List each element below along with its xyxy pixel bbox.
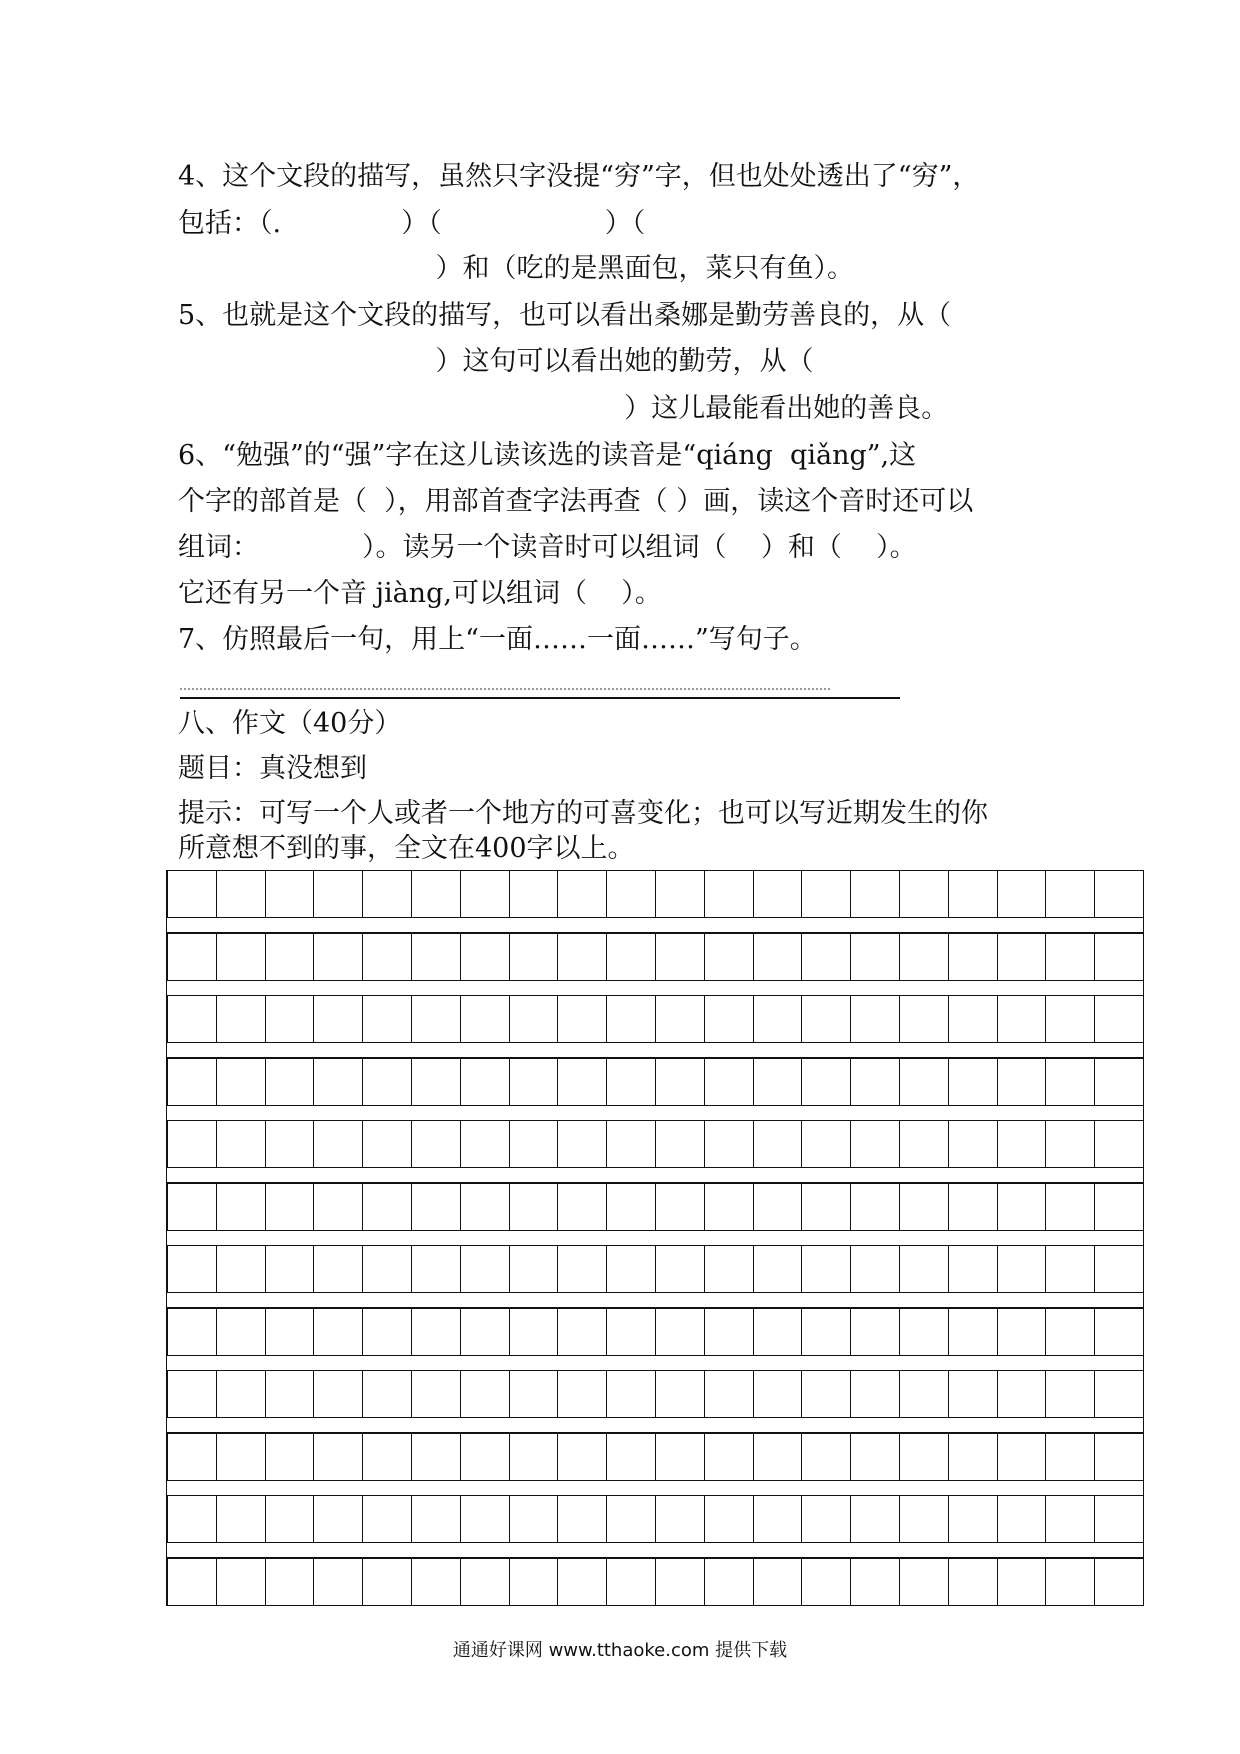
grid-cell[interactable]	[1046, 870, 1095, 918]
grid-cell[interactable]	[510, 1183, 559, 1231]
grid-cell[interactable]	[802, 1370, 851, 1418]
grid-cell[interactable]	[510, 1495, 559, 1543]
grid-cell[interactable]	[949, 1558, 998, 1606]
grid-cell[interactable]	[607, 1558, 656, 1606]
grid-cell[interactable]	[851, 870, 900, 918]
grid-cell[interactable]	[412, 1245, 461, 1293]
grid-cell[interactable]	[461, 1058, 510, 1106]
grid-cell[interactable]	[705, 1058, 754, 1106]
grid-cell[interactable]	[363, 1558, 412, 1606]
grid-cell[interactable]	[802, 1558, 851, 1606]
grid-cell[interactable]	[510, 1370, 559, 1418]
grid-cell[interactable]	[266, 1120, 315, 1168]
grid-cell[interactable]	[1095, 1183, 1144, 1231]
grid-row-separator	[166, 1105, 1144, 1121]
question-4-line-1: 4、这个文段的描写，虽然只字没提“穷”字，但也处处透出了“穷”，	[178, 161, 980, 192]
grid-cell[interactable]	[558, 1370, 607, 1418]
grid-cell[interactable]	[1095, 1308, 1144, 1356]
grid-cell[interactable]	[607, 1370, 656, 1418]
grid-cell[interactable]	[705, 995, 754, 1043]
grid-cell[interactable]	[217, 1558, 266, 1606]
grid-cell[interactable]	[851, 1183, 900, 1231]
grid-cell[interactable]	[412, 1495, 461, 1543]
grid-cell[interactable]	[998, 1183, 1047, 1231]
grid-cell[interactable]	[314, 870, 363, 918]
grid-cell[interactable]	[461, 1183, 510, 1231]
grid-cell[interactable]	[558, 1433, 607, 1481]
grid-cell[interactable]	[1095, 870, 1144, 918]
grid-cell[interactable]	[168, 1308, 217, 1356]
grid-cell[interactable]	[851, 1245, 900, 1293]
grid-cell[interactable]	[851, 1308, 900, 1356]
grid-cell[interactable]	[510, 1558, 559, 1606]
grid-cell[interactable]	[656, 933, 705, 981]
grid-cell[interactable]	[900, 1308, 949, 1356]
grid-cell[interactable]	[217, 870, 266, 918]
grid-cell[interactable]	[266, 1308, 315, 1356]
grid-cell[interactable]	[802, 995, 851, 1043]
grid-cell[interactable]	[1046, 1245, 1095, 1293]
grid-cell[interactable]	[705, 1245, 754, 1293]
grid-cell[interactable]	[949, 1308, 998, 1356]
grid-cell[interactable]	[314, 1058, 363, 1106]
grid-cell[interactable]	[998, 1495, 1047, 1543]
grid-row-separator	[166, 1042, 1144, 1058]
composition-hint-line-2: 所意想不到的事，全文在400字以上。	[178, 833, 635, 864]
grid-cell[interactable]	[363, 1308, 412, 1356]
grid-cell[interactable]	[1095, 1433, 1144, 1481]
question-5-line-3: ）这儿最能看出她的善良。	[178, 393, 949, 424]
grid-cell[interactable]	[217, 995, 266, 1043]
grid-cell[interactable]	[363, 995, 412, 1043]
composition-hint-line-1: 提示：可写一个人或者一个地方的可喜变化；也可以写近期发生的你	[178, 798, 988, 829]
grid-cell[interactable]	[1046, 1120, 1095, 1168]
grid-cell[interactable]	[802, 1433, 851, 1481]
grid-cell[interactable]	[949, 1495, 998, 1543]
grid-cell[interactable]	[705, 1433, 754, 1481]
grid-cell[interactable]	[412, 933, 461, 981]
grid-cell[interactable]	[900, 1183, 949, 1231]
grid-cell[interactable]	[900, 1245, 949, 1293]
grid-cell[interactable]	[363, 933, 412, 981]
grid-cell[interactable]	[217, 1433, 266, 1481]
grid-cell[interactable]	[217, 1120, 266, 1168]
grid-cell[interactable]	[998, 1370, 1047, 1418]
grid-cell[interactable]	[461, 1308, 510, 1356]
grid-cell[interactable]	[802, 1495, 851, 1543]
grid-cell[interactable]	[900, 995, 949, 1043]
grid-cell[interactable]	[1046, 1058, 1095, 1106]
grid-row	[166, 1058, 1144, 1106]
grid-cell[interactable]	[461, 870, 510, 918]
grid-cell[interactable]	[998, 1120, 1047, 1168]
grid-cell[interactable]	[900, 933, 949, 981]
composition-title: 题目：真没想到	[178, 753, 367, 784]
grid-cell[interactable]	[705, 1183, 754, 1231]
grid-cell[interactable]	[705, 933, 754, 981]
grid-cell[interactable]	[705, 870, 754, 918]
grid-cell[interactable]	[558, 1058, 607, 1106]
grid-row	[166, 1120, 1144, 1168]
grid-cell[interactable]	[412, 1433, 461, 1481]
grid-cell[interactable]	[217, 1308, 266, 1356]
grid-cell[interactable]	[900, 1433, 949, 1481]
grid-cell[interactable]	[217, 933, 266, 981]
grid-cell[interactable]	[998, 1245, 1047, 1293]
grid-cell[interactable]	[607, 1308, 656, 1356]
grid-cell[interactable]	[558, 995, 607, 1043]
grid-cell[interactable]	[607, 1120, 656, 1168]
grid-cell[interactable]	[1046, 1308, 1095, 1356]
grid-cell[interactable]	[461, 1495, 510, 1543]
grid-cell[interactable]	[510, 1120, 559, 1168]
grid-cell[interactable]	[168, 1370, 217, 1418]
grid-row	[166, 1370, 1144, 1418]
grid-cell[interactable]	[363, 1183, 412, 1231]
grid-cell[interactable]	[168, 1120, 217, 1168]
grid-row-separator	[166, 1167, 1144, 1183]
grid-cell[interactable]	[900, 1558, 949, 1606]
grid-cell[interactable]	[461, 1120, 510, 1168]
grid-cell[interactable]	[168, 1558, 217, 1606]
grid-cell[interactable]	[900, 1370, 949, 1418]
grid-row	[166, 1183, 1144, 1231]
grid-row	[166, 933, 1144, 981]
grid-cell[interactable]	[802, 870, 851, 918]
grid-cell[interactable]	[998, 870, 1047, 918]
grid-cell[interactable]	[705, 1120, 754, 1168]
grid-cell[interactable]	[754, 870, 803, 918]
grid-row	[166, 1558, 1144, 1606]
grid-cell[interactable]	[705, 1495, 754, 1543]
grid-cell[interactable]	[363, 1245, 412, 1293]
grid-cell[interactable]	[656, 1370, 705, 1418]
grid-cell[interactable]	[412, 1308, 461, 1356]
grid-cell[interactable]	[851, 1433, 900, 1481]
grid-cell[interactable]	[510, 870, 559, 918]
grid-cell[interactable]	[998, 1433, 1047, 1481]
grid-cell[interactable]	[949, 1433, 998, 1481]
grid-cell[interactable]	[314, 1433, 363, 1481]
grid-cell[interactable]	[998, 933, 1047, 981]
grid-cell[interactable]	[1095, 1120, 1144, 1168]
grid-cell[interactable]	[949, 1120, 998, 1168]
grid-cell[interactable]	[802, 1245, 851, 1293]
grid-cell[interactable]	[510, 933, 559, 981]
grid-row	[166, 1245, 1144, 1293]
grid-cell[interactable]	[168, 1058, 217, 1106]
grid-cell[interactable]	[558, 933, 607, 981]
grid-row-separator	[166, 1355, 1144, 1371]
grid-cell[interactable]	[705, 1558, 754, 1606]
grid-cell[interactable]	[851, 995, 900, 1043]
grid-cell[interactable]	[900, 1058, 949, 1106]
grid-cell[interactable]	[168, 995, 217, 1043]
grid-row-separator	[166, 1292, 1144, 1308]
grid-row-separator	[166, 1417, 1144, 1433]
grid-cell[interactable]	[217, 1245, 266, 1293]
grid-cell[interactable]	[802, 933, 851, 981]
grid-cell[interactable]	[998, 1558, 1047, 1606]
grid-cell[interactable]	[314, 995, 363, 1043]
question-6-line-4: 它还有另一个音 jiàng,可以组词（ ）。	[178, 578, 662, 609]
grid-cell[interactable]	[461, 1245, 510, 1293]
grid-cell[interactable]	[363, 1495, 412, 1543]
grid-cell[interactable]	[363, 870, 412, 918]
grid-row-separator	[166, 980, 1144, 996]
grid-cell[interactable]	[266, 995, 315, 1043]
grid-cell[interactable]	[1046, 1558, 1095, 1606]
grid-cell[interactable]	[314, 1495, 363, 1543]
grid-cell[interactable]	[802, 1120, 851, 1168]
grid-cell[interactable]	[1095, 1370, 1144, 1418]
grid-cell[interactable]	[412, 1558, 461, 1606]
grid-cell[interactable]	[949, 1370, 998, 1418]
grid-cell[interactable]	[754, 933, 803, 981]
grid-cell[interactable]	[266, 870, 315, 918]
grid-cell[interactable]	[656, 1433, 705, 1481]
grid-cell[interactable]	[266, 1495, 315, 1543]
question-5-line-1: 5、也就是这个文段的描写，也可以看出桑娜是勤劳善良的，从（	[178, 300, 952, 331]
grid-cell[interactable]	[754, 1370, 803, 1418]
grid-cell[interactable]	[754, 1495, 803, 1543]
grid-cell[interactable]	[802, 1308, 851, 1356]
grid-cell[interactable]	[558, 1245, 607, 1293]
grid-cell[interactable]	[461, 1558, 510, 1606]
grid-cell[interactable]	[949, 870, 998, 918]
grid-cell[interactable]	[1095, 1558, 1144, 1606]
grid-cell[interactable]	[851, 1495, 900, 1543]
grid-cell[interactable]	[558, 1120, 607, 1168]
question-4-line-2: 包括：（. ）（ ）（	[178, 208, 646, 239]
grid-cell[interactable]	[168, 1433, 217, 1481]
question-6-line-1: 6、“勉强”的“强”字在这儿读该选的读音是“qiáng qiǎng”,这	[178, 440, 917, 471]
grid-row	[166, 1308, 1144, 1356]
answer-underline	[180, 697, 900, 699]
grid-cell[interactable]	[607, 1058, 656, 1106]
grid-cell[interactable]	[949, 933, 998, 981]
question-7-line-1: 7、仿照最后一句，用上“一面……一面……”写句子。	[178, 624, 817, 655]
grid-cell[interactable]	[949, 995, 998, 1043]
grid-cell[interactable]	[363, 1058, 412, 1106]
grid-cell[interactable]	[851, 1558, 900, 1606]
grid-cell[interactable]	[558, 1308, 607, 1356]
question-6-line-3: 组词： ）。读另一个读音时可以组词（ ）和（ ）。	[178, 532, 917, 563]
grid-cell[interactable]	[412, 1058, 461, 1106]
grid-cell[interactable]	[461, 1370, 510, 1418]
grid-cell[interactable]	[558, 1183, 607, 1231]
grid-cell[interactable]	[1095, 933, 1144, 981]
grid-cell[interactable]	[412, 870, 461, 918]
grid-cell[interactable]	[656, 1120, 705, 1168]
grid-cell[interactable]	[558, 1495, 607, 1543]
grid-cell[interactable]	[802, 1058, 851, 1106]
grid-cell[interactable]	[656, 1308, 705, 1356]
grid-cell[interactable]	[510, 1433, 559, 1481]
grid-cell[interactable]	[363, 1433, 412, 1481]
grid-cell[interactable]	[656, 1183, 705, 1231]
grid-cell[interactable]	[851, 933, 900, 981]
grid-cell[interactable]	[607, 1433, 656, 1481]
grid-cell[interactable]	[754, 1058, 803, 1106]
composition-heading: 八、作文（40分）	[178, 708, 402, 739]
grid-cell[interactable]	[461, 1433, 510, 1481]
grid-cell[interactable]	[754, 1433, 803, 1481]
grid-row-separator	[166, 1480, 1144, 1496]
grid-cell[interactable]	[266, 1058, 315, 1106]
grid-cell[interactable]	[314, 933, 363, 981]
grid-row	[166, 870, 1144, 918]
grid-cell[interactable]	[705, 1370, 754, 1418]
grid-cell[interactable]	[607, 1183, 656, 1231]
grid-cell[interactable]	[314, 1558, 363, 1606]
grid-cell[interactable]	[607, 933, 656, 981]
grid-cell[interactable]	[1046, 1495, 1095, 1543]
grid-cell[interactable]	[656, 870, 705, 918]
grid-cell[interactable]	[851, 1120, 900, 1168]
question-5-line-2: ）这句可以看出她的勤劳，从（	[178, 346, 814, 377]
grid-cell[interactable]	[900, 1120, 949, 1168]
grid-cell[interactable]	[363, 1370, 412, 1418]
grid-cell[interactable]	[802, 1183, 851, 1231]
grid-cell[interactable]	[266, 933, 315, 981]
grid-cell[interactable]	[510, 995, 559, 1043]
question-4-line-3: ）和（吃的是黑面包，菜只有鱼）。	[178, 253, 854, 284]
grid-cell[interactable]	[607, 1495, 656, 1543]
grid-cell[interactable]	[656, 1558, 705, 1606]
grid-cell[interactable]	[1095, 995, 1144, 1043]
grid-row	[166, 995, 1144, 1043]
grid-cell[interactable]	[168, 870, 217, 918]
grid-row	[166, 1433, 1144, 1481]
grid-cell[interactable]	[1095, 1495, 1144, 1543]
grid-cell[interactable]	[510, 1308, 559, 1356]
grid-cell[interactable]	[461, 933, 510, 981]
grid-cell[interactable]	[754, 1308, 803, 1356]
grid-cell[interactable]	[510, 1245, 559, 1293]
grid-cell[interactable]	[656, 1245, 705, 1293]
grid-cell[interactable]	[607, 995, 656, 1043]
grid-cell[interactable]	[754, 1558, 803, 1606]
question-6-line-2: 个字的部首是（ ），用部首查字法再查（ ）画，读这个音时还可以	[178, 486, 974, 517]
grid-cell[interactable]	[900, 1495, 949, 1543]
grid-cell[interactable]	[412, 1120, 461, 1168]
grid-cell[interactable]	[1046, 1433, 1095, 1481]
grid-cell[interactable]	[1046, 995, 1095, 1043]
grid-cell[interactable]	[168, 1495, 217, 1543]
grid-cell[interactable]	[900, 870, 949, 918]
grid-cell[interactable]	[656, 1495, 705, 1543]
grid-cell[interactable]	[412, 995, 461, 1043]
grid-cell[interactable]	[656, 1058, 705, 1106]
grid-cell[interactable]	[607, 870, 656, 918]
grid-cell[interactable]	[266, 1558, 315, 1606]
grid-cell[interactable]	[314, 1245, 363, 1293]
grid-cell[interactable]	[754, 1183, 803, 1231]
grid-cell[interactable]	[217, 1058, 266, 1106]
grid-row	[166, 1495, 1144, 1543]
grid-cell[interactable]	[949, 1245, 998, 1293]
grid-cell[interactable]	[998, 1058, 1047, 1106]
grid-cell[interactable]	[168, 1183, 217, 1231]
grid-cell[interactable]	[1046, 933, 1095, 981]
grid-cell[interactable]	[754, 995, 803, 1043]
grid-cell[interactable]	[217, 1495, 266, 1543]
grid-cell[interactable]	[217, 1183, 266, 1231]
grid-cell[interactable]	[1095, 1058, 1144, 1106]
grid-cell[interactable]	[949, 1183, 998, 1231]
grid-cell[interactable]	[998, 995, 1047, 1043]
grid-cell[interactable]	[949, 1058, 998, 1106]
grid-cell[interactable]	[266, 1245, 315, 1293]
grid-cell[interactable]	[412, 1370, 461, 1418]
grid-cell[interactable]	[168, 933, 217, 981]
grid-cell[interactable]	[607, 1245, 656, 1293]
grid-cell[interactable]	[1046, 1370, 1095, 1418]
grid-cell[interactable]	[461, 995, 510, 1043]
grid-cell[interactable]	[363, 1120, 412, 1168]
grid-cell[interactable]	[705, 1308, 754, 1356]
grid-cell[interactable]	[1046, 1183, 1095, 1231]
grid-cell[interactable]	[266, 1183, 315, 1231]
grid-cell[interactable]	[314, 1183, 363, 1231]
grid-row-separator	[166, 1542, 1144, 1558]
footer-credit: 通通好课网 www.tthaoke.com 提供下载	[452, 1640, 788, 1661]
grid-cell[interactable]	[851, 1370, 900, 1418]
grid-row-separator	[166, 917, 1144, 933]
grid-cell[interactable]	[314, 1370, 363, 1418]
grid-row-separator	[166, 1230, 1144, 1246]
grid-cell[interactable]	[558, 1558, 607, 1606]
grid-cell[interactable]	[998, 1308, 1047, 1356]
grid-cell[interactable]	[314, 1308, 363, 1356]
grid-cell[interactable]	[266, 1370, 315, 1418]
grid-cell[interactable]	[558, 870, 607, 918]
grid-cell[interactable]	[754, 1120, 803, 1168]
grid-cell[interactable]	[217, 1370, 266, 1418]
grid-cell[interactable]	[656, 995, 705, 1043]
grid-cell[interactable]	[851, 1058, 900, 1106]
grid-cell[interactable]	[510, 1058, 559, 1106]
grid-cell[interactable]	[412, 1183, 461, 1231]
grid-cell[interactable]	[1095, 1245, 1144, 1293]
grid-cell[interactable]	[314, 1120, 363, 1168]
grid-cell[interactable]	[266, 1433, 315, 1481]
grid-cell[interactable]	[754, 1245, 803, 1293]
answer-dotted-line	[180, 688, 830, 690]
grid-cell[interactable]	[168, 1245, 217, 1293]
